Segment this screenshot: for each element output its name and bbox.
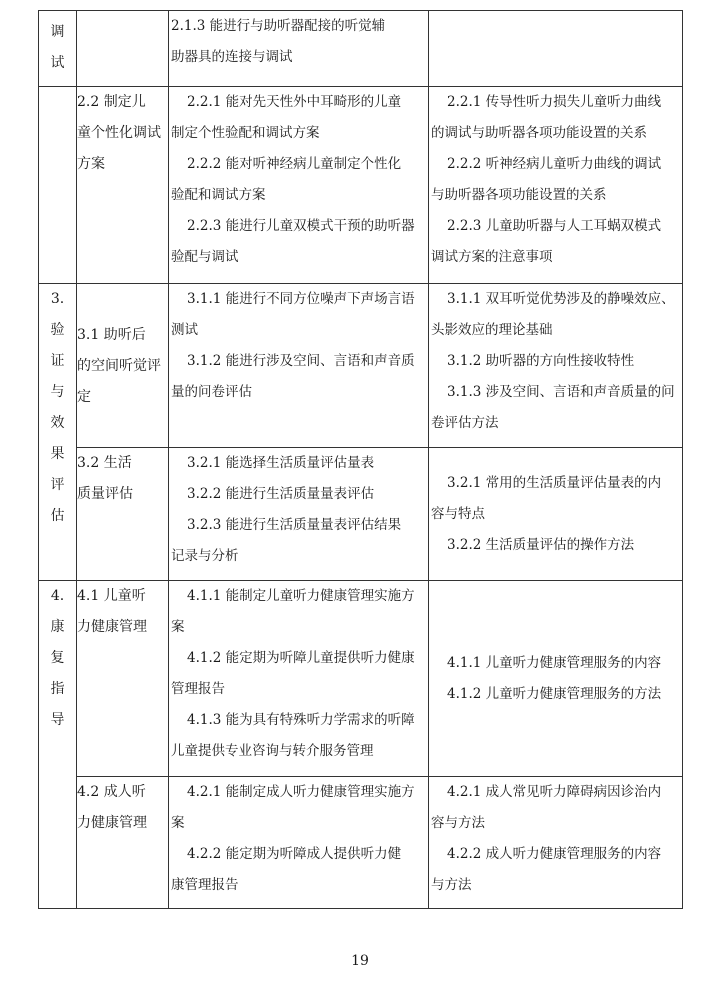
text-line: 4.1.1 能制定儿童听力健康管理实施方 (187, 588, 415, 604)
knowledge-lines (429, 777, 682, 901)
knowledge-cell (429, 87, 683, 284)
category-label (39, 17, 76, 79)
label-line: 质量评估 (77, 486, 133, 502)
text-line: 的调试与助听器各项功能设置的关系 (431, 125, 647, 141)
text-line: 4.2.2 成人听力健康管理服务的内容 (447, 846, 662, 862)
text-line: 4.1.1 儿童听力健康管理服务的内容 (447, 654, 662, 671)
skill-cell (169, 11, 429, 87)
label-line: 4. (50, 588, 65, 604)
text-line: 助器具的连接与调试 (171, 49, 293, 65)
table-row-3-1 (39, 284, 683, 448)
text-line: 2.2.2 能对听神经病儿童制定个性化 (187, 156, 402, 172)
label-line: 导 (50, 712, 65, 728)
label-line: 指 (50, 681, 65, 697)
label-line: 与 (50, 384, 65, 400)
table-row-3-2 (39, 448, 683, 581)
label-line: 调 (50, 24, 65, 40)
label-line: 验 (50, 322, 65, 338)
label-line: 估 (50, 508, 65, 524)
knowledge-lines (429, 648, 682, 710)
label-line: 效 (50, 415, 65, 431)
table-row-2-1-3 (39, 11, 683, 87)
text-line: 与助听器各项功能设置的关系 (431, 187, 607, 203)
knowledge-lines (429, 284, 682, 439)
skill-lines (169, 87, 428, 273)
text-line: 3.1.2 能进行涉及空间、言语和声音质 (187, 353, 415, 369)
label-line: 证 (50, 353, 65, 369)
knowledge-cell (429, 777, 683, 909)
label-line: 评 (50, 477, 65, 493)
text-line: 容与特点 (431, 505, 485, 522)
text-line: 2.2.1 能对先天性外中耳畸形的儿童 (187, 94, 402, 110)
occupational-skills-table (38, 10, 683, 909)
unit-cell-4-1 (77, 581, 169, 777)
label-line: 试 (50, 55, 65, 71)
label-line: 力健康管理 (77, 815, 147, 831)
unit-label (77, 581, 168, 643)
unit-label (77, 320, 168, 413)
text-line: 制定个性验配和调试方案 (171, 125, 320, 141)
label-line: 3. (50, 291, 65, 307)
text-line: 案 (171, 619, 185, 635)
text-line: 头影效应的理论基础 (431, 322, 553, 338)
knowledge-cell (429, 284, 683, 448)
label-line: 的空间听觉评 (77, 358, 161, 374)
label-line: 4.2 成人听 (77, 784, 146, 800)
skill-cell (169, 581, 429, 777)
unit-cell-2-2 (77, 87, 169, 284)
label-line: 方案 (77, 156, 105, 172)
text-line: 与方法 (431, 877, 472, 893)
category-cell-4 (39, 581, 77, 909)
skill-lines (169, 581, 428, 767)
unit-cell-3-2 (77, 448, 169, 581)
text-line: 3.1.2 助听器的方向性接收特性 (447, 353, 635, 369)
label-line: 4.1 儿童听 (77, 588, 146, 604)
skill-lines (169, 284, 428, 408)
text-line: 3.2.2 生活质量评估的操作方法 (447, 536, 635, 553)
text-line: 测试 (171, 322, 198, 338)
text-line: 卷评估方法 (431, 415, 499, 431)
text-line: 2.2.1 传导性听力损失儿童听力曲线 (447, 94, 662, 110)
text-line: 康管理报告 (171, 877, 239, 893)
unit-cell-empty (77, 11, 169, 87)
text-line: 儿童提供专业咨询与转介服务管理 (171, 743, 374, 759)
knowledge-cell-empty (429, 11, 683, 87)
category-label (39, 581, 76, 736)
text-line: 2.2.3 能进行儿童双模式干预的助听器 (187, 218, 415, 234)
text-line: 量的问卷评估 (171, 384, 252, 400)
skill-lines (169, 777, 428, 901)
label-line: 复 (50, 650, 65, 666)
text-line: 4.1.2 儿童听力健康管理服务的方法 (447, 685, 662, 702)
text-line: 4.2.1 成人常见听力障碍病因诊治内 (447, 784, 662, 800)
table-row-2-2 (39, 87, 683, 284)
table-row-4-1 (39, 581, 683, 777)
text-line: 验配与调试 (171, 249, 239, 265)
skill-cell (169, 448, 429, 581)
text-line: 调试方案的注意事项 (431, 249, 553, 265)
skill-cell (169, 87, 429, 284)
category-cell-continued (39, 87, 77, 284)
text-line: 容与方法 (431, 815, 485, 831)
knowledge-cell (429, 581, 683, 777)
knowledge-cell (429, 448, 683, 581)
skill-cell (169, 777, 429, 909)
text-line: 3.2.1 常用的生活质量评估量表的内 (447, 474, 662, 491)
skill-cell (169, 284, 429, 448)
text-line: 验配和调试方案 (171, 187, 266, 203)
table-row-4-2 (39, 777, 683, 909)
label-line: 力健康管理 (77, 619, 147, 635)
text-line: 记录与分析 (171, 548, 239, 564)
label-line: 定 (77, 389, 91, 405)
unit-label (77, 448, 168, 510)
text-line: 3.1.3 涉及空间、言语和声音质量的问 (447, 384, 675, 400)
text-line: 管理报告 (171, 681, 225, 697)
label-line: 童个性化调试 (77, 125, 161, 141)
text-line: 2.2.2 听神经病儿童听力曲线的调试 (447, 156, 662, 172)
text-line: 3.2.1 能选择生活质量评估量表 (187, 455, 375, 471)
text-line: 3.2.3 能进行生活质量量表评估结果 (187, 517, 402, 533)
text-line: 3.2.2 能进行生活质量量表评估 (187, 486, 375, 502)
page-number: 19 (351, 953, 369, 969)
text-line: 4.2.1 能制定成人听力健康管理实施方 (187, 784, 415, 800)
text-line: 2.2.3 儿童助听器与人工耳蜗双模式 (447, 218, 662, 234)
unit-cell-4-2 (77, 777, 169, 909)
label-line: 果 (50, 446, 65, 462)
category-cell-tiaoshi (39, 11, 77, 87)
label-line: 康 (50, 619, 65, 635)
text-line: 案 (171, 815, 185, 831)
category-cell-3 (39, 284, 77, 581)
text-line: 4.1.3 能为具有特殊听力学需求的听障 (187, 712, 415, 728)
knowledge-lines (429, 468, 682, 561)
knowledge-lines (429, 87, 682, 273)
label-line: 3.1 助听后 (77, 327, 146, 343)
text-line: 4.1.2 能定期为听障儿童提供听力健康 (187, 650, 415, 666)
skill-lines (169, 448, 428, 572)
category-label (39, 284, 76, 532)
text-line: 4.2.2 能定期为听障成人提供听力健 (187, 846, 402, 862)
text-line: 3.1.1 双耳听觉优势涉及的静噪效应、 (447, 291, 675, 307)
unit-cell-3-1 (77, 284, 169, 448)
unit-label (77, 777, 168, 839)
label-line: 2.2 制定儿 (77, 94, 146, 110)
label-line: 3.2 生活 (77, 455, 132, 471)
text-line: 3.1.1 能进行不同方位噪声下声场言语 (187, 291, 415, 307)
skill-lines (169, 11, 428, 73)
unit-label (77, 87, 168, 180)
text-line: 2.1.3 能进行与助听器配接的听觉辅 (171, 18, 386, 34)
